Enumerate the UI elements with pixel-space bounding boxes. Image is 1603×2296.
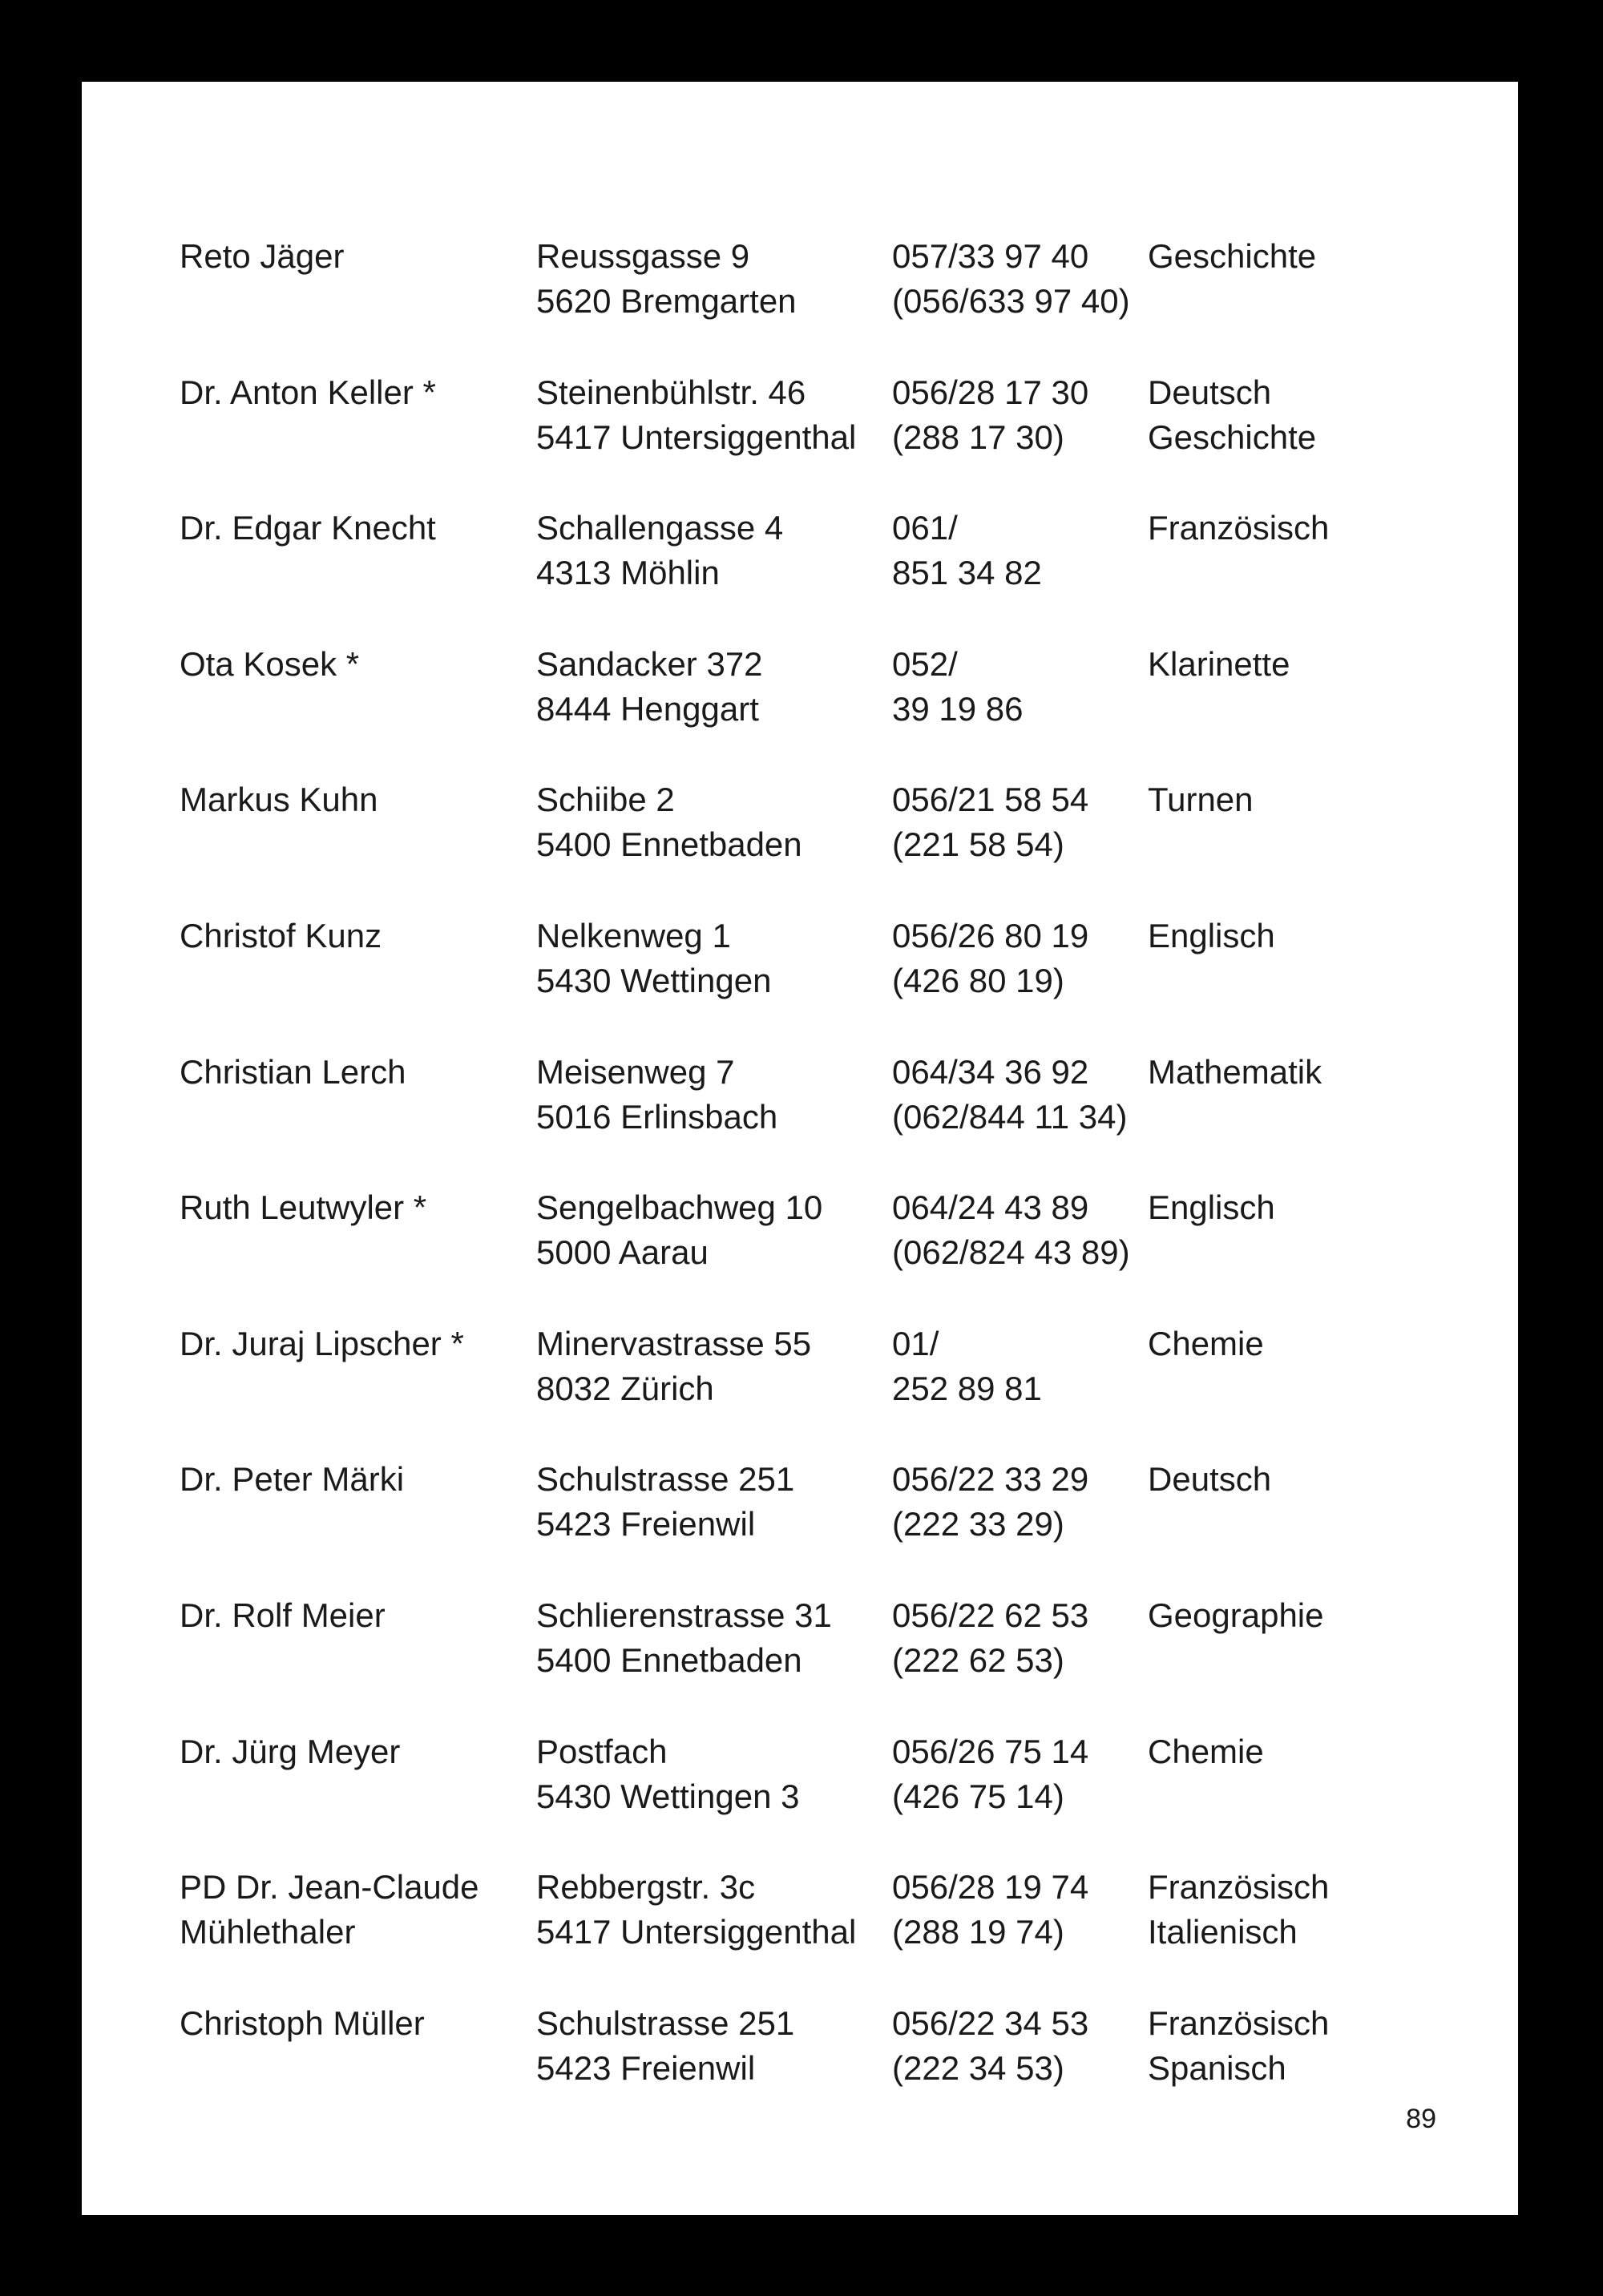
address-line-1: Schulstrasse 251: [536, 1460, 795, 1499]
phone-number-line-1: 056/22 34 53: [892, 2003, 1089, 2042]
directory-entry: [82, 506, 1518, 602]
person-name-line-1: Dr. Jürg Meyer: [180, 1732, 401, 1770]
person-name-line-1: Dr. Peter Märki: [180, 1460, 405, 1499]
directory-entry: [82, 1322, 1518, 1418]
directory-entry: [82, 2001, 1518, 2097]
address-line-1: Sandacker 372: [536, 644, 763, 683]
phone-number-line-2: (221 58 54): [892, 825, 1064, 864]
person-name-line-1: Dr. Edgar Knecht: [180, 509, 436, 547]
address-line-2: 4313 Möhlin: [536, 554, 720, 592]
phone-number-line-2: (222 33 29): [892, 1505, 1064, 1543]
document-page: [82, 82, 1518, 2215]
person-name-line-1: Christoph Müller: [180, 2003, 425, 2042]
subject-line-1: Französisch: [1148, 1868, 1330, 1907]
address-line-1: Schiibe 2: [536, 781, 675, 819]
address-line-2: 5430 Wettingen 3: [536, 1777, 800, 1815]
phone-number-line-1: 01/: [892, 1324, 939, 1362]
person-name-line-1: Dr. Anton Keller *: [180, 373, 436, 411]
phone-number-line-1: 056/22 62 53: [892, 1596, 1089, 1634]
subject-line-1: Englisch: [1148, 1188, 1275, 1227]
address-line-2: 5400 Ennetbaden: [536, 825, 802, 864]
phone-number-line-1: 056/22 33 29: [892, 1460, 1089, 1499]
address-line-1: Schallengasse 4: [536, 509, 784, 547]
address-line-2: 8032 Zürich: [536, 1369, 714, 1407]
address-line-2: 5417 Untersiggenthal: [536, 418, 857, 456]
phone-number-line-2: 39 19 86: [892, 689, 1024, 728]
phone-number-line-2: (062/844 11 34): [892, 1097, 1128, 1136]
address-line-2: 5400 Ennetbaden: [536, 1641, 802, 1679]
subject-line-1: Deutsch: [1148, 1460, 1272, 1499]
address-line-2: 5620 Bremgarten: [536, 282, 797, 320]
address-line-1: Minervastrasse 55: [536, 1324, 812, 1362]
phone-number-line-2: (288 19 74): [892, 1913, 1064, 1951]
phone-number-line-2: (288 17 30): [892, 418, 1064, 456]
address-line-2: 5000 Aarau: [536, 1233, 709, 1272]
phone-number-line-2: (222 34 53): [892, 2048, 1064, 2087]
person-name-line-1: Ruth Leutwyler *: [180, 1188, 427, 1227]
address-line-1: Reussgasse 9: [536, 237, 750, 275]
directory-entry: [82, 370, 1518, 466]
directory-entry: [82, 1729, 1518, 1826]
address-line-2: 5423 Freienwil: [536, 1505, 756, 1543]
subject-line-1: Geographie: [1148, 1596, 1324, 1634]
phone-number-line-1: 056/28 19 74: [892, 1868, 1089, 1907]
address-line-1: Steinenbühlstr. 46: [536, 373, 806, 411]
directory-entry: [82, 1593, 1518, 1689]
subject-line-1: Turnen: [1148, 781, 1254, 819]
subject-line-1: Mathematik: [1148, 1052, 1322, 1091]
subject-line-1: Französisch: [1148, 509, 1330, 547]
directory-entry: [82, 234, 1518, 330]
subject-line-1: Chemie: [1148, 1324, 1264, 1362]
phone-number-line-1: 057/33 97 40: [892, 237, 1089, 275]
phone-number-line-2: 252 89 81: [892, 1369, 1042, 1407]
address-line-1: Schlierenstrasse 31: [536, 1596, 832, 1634]
person-name-line-1: Ota Kosek *: [180, 644, 360, 683]
address-line-1: Meisenweg 7: [536, 1052, 735, 1091]
phone-number-line-2: (426 75 14): [892, 1777, 1064, 1815]
address-line-2: 5430 Wettingen: [536, 962, 772, 999]
subject-line-1: Deutsch: [1148, 373, 1272, 411]
address-line-2: 5016 Erlinsbach: [536, 1097, 778, 1136]
address-line-2: 8444 Henggart: [536, 689, 759, 728]
address-line-2: 5417 Untersiggenthal: [536, 1913, 857, 1951]
person-name-line-2: Mühlethaler: [180, 1913, 356, 1951]
address-line-1: Postfach: [536, 1732, 668, 1770]
person-name-line-1: Reto Jäger: [180, 237, 345, 275]
subject-line-1: Englisch: [1148, 917, 1275, 954]
directory-entry: [82, 1865, 1518, 1961]
address-line-1: Schulstrasse 251: [536, 2003, 795, 2042]
person-name-line-1: Markus Kuhn: [180, 781, 378, 819]
phone-number-line-2: (222 62 53): [892, 1641, 1064, 1679]
directory-entry: [82, 1457, 1518, 1553]
subject-line-2: Geschichte: [1148, 418, 1317, 456]
directory-entry: [82, 1050, 1518, 1146]
subject-line-2: Italienisch: [1148, 1913, 1298, 1951]
address-line-1: Sengelbachweg 10: [536, 1188, 823, 1227]
subject-line-1: Klarinette: [1148, 644, 1290, 683]
address-line-2: 5423 Freienwil: [536, 2048, 756, 2087]
phone-number-line-2: (426 80 19): [892, 962, 1064, 999]
phone-number-line-1: 056/26 75 14: [892, 1732, 1089, 1770]
person-name-line-1: PD Dr. Jean-Claude: [180, 1868, 479, 1907]
person-name-line-1: Dr. Rolf Meier: [180, 1596, 386, 1634]
address-line-1: Rebbergstr. 3c: [536, 1868, 756, 1907]
person-name-line-1: Christof Kunz: [180, 917, 382, 954]
phone-number-line-2: (062/824 43 89): [892, 1233, 1130, 1272]
phone-number-line-1: 056/28 17 30: [892, 373, 1089, 411]
phone-number-line-1: 056/26 80 19: [892, 917, 1089, 954]
phone-number-line-2: 851 34 82: [892, 554, 1042, 592]
directory-entry: [82, 1185, 1518, 1281]
phone-number-line-2: (056/633 97 40): [892, 282, 1130, 320]
phone-number-line-1: 052/: [892, 644, 958, 683]
directory-entry: [82, 642, 1518, 738]
phone-number-line-1: 061/: [892, 509, 958, 547]
subject-line-1: Französisch: [1148, 2003, 1330, 2042]
phone-number-line-1: 064/24 43 89: [892, 1188, 1089, 1227]
subject-line-1: Geschichte: [1148, 237, 1317, 275]
address-line-1: Nelkenweg 1: [536, 917, 731, 954]
phone-number-line-1: 064/34 36 92: [892, 1052, 1089, 1091]
person-name-line-1: Dr. Juraj Lipscher *: [180, 1324, 464, 1362]
directory-entry: [82, 914, 1518, 1010]
phone-number-line-1: 056/21 58 54: [892, 781, 1089, 819]
directory-entry: [82, 777, 1518, 874]
person-name-line-1: Christian Lerch: [180, 1052, 406, 1091]
subject-line-2: Spanisch: [1148, 2048, 1286, 2087]
page-number: 89: [1406, 2104, 1436, 2134]
subject-line-1: Chemie: [1148, 1732, 1264, 1770]
